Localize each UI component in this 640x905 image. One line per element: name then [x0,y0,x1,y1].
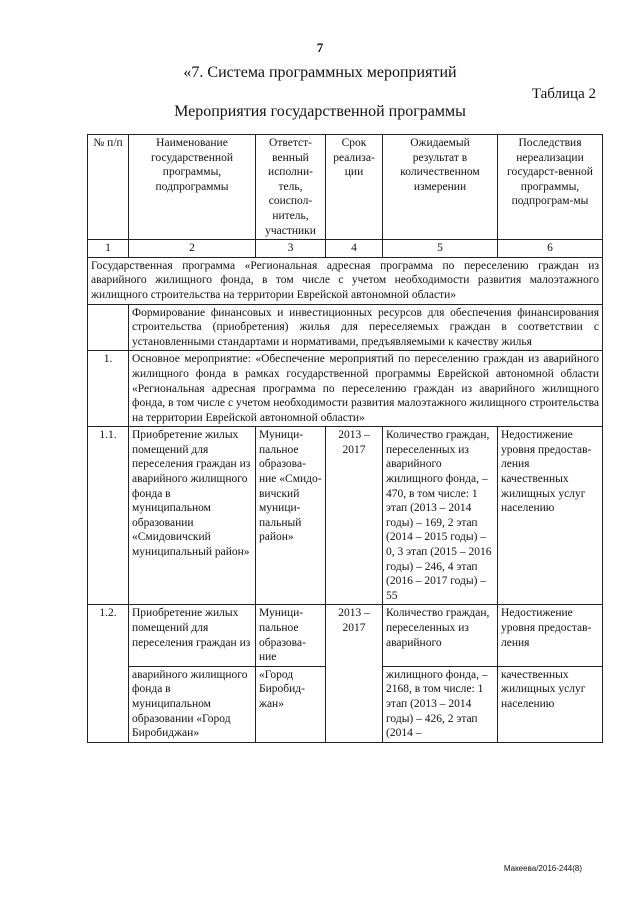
row-term: 2013 – 2017 [326,427,383,605]
column-number: 2 [129,240,256,258]
row-num: 1.2. [88,605,129,742]
footer-reference: Макеева/2016-244(8) [503,864,582,873]
header-result: Ожидаемый результат в количественном измерении [383,135,498,240]
row-name-continued: аварийного жилищного фонда в муниципальном образовании «Город Биробиджан» [129,666,256,742]
column-number: 1 [88,240,129,258]
table-title: Мероприятия государственной программы [174,103,466,120]
table-label: Таблица 2 [531,86,596,102]
main-event-text: Основное мероприятие: «Обеспечение мероприятий по переселению граждан из аварийного жилищного фонда в рамках государственной программы Еврейской автономной области «Региональная адресная программа по переселению граждан из аварийного жилищного фонда, в том числе с учетом необходимости развития малоэтажного жилищного строительства на территории Еврейской автономной области» [129,351,603,427]
row-result: Количество граждан, переселенных из аварийного [383,605,498,666]
column-number-row [88,240,603,258]
row-num: 1.1. [88,427,129,605]
row-consequence: Недостижение уровня предостав-ления [498,605,603,666]
table-row [88,427,603,605]
header-term: Срок реализа-ции [326,135,383,240]
goal-row [88,304,603,351]
section-title: «7. Система программных мероприятий [183,64,457,81]
column-number: 5 [383,240,498,258]
row-executor: Муници-пальное образова-ние «Смидо-вичский муници-пальный район» [256,427,326,605]
header-row [88,135,603,240]
row-executor-continued: «Город Биробид-жан» [256,666,326,742]
row-name: Приобретение жилых помещений для переселения граждан из аварийного жилищного фонда в муниципальном образовании «Смидовичский муниципальный район» [129,427,256,605]
row-result-continued: жилищного фонда, – 2168, в том числе: 1 этап (2013 – 2014 годы) – 426, 2 этап (2014 – [383,666,498,742]
empty-cell [88,304,129,351]
row-term: 2013 – 2017 [326,605,383,742]
row-executor: Муници-пальное образова-ние [256,605,326,666]
header-consequence: Последствия нереализации государст-венной программы, подпрограм-мы [498,135,603,240]
program-row [88,257,603,304]
events-table [87,134,603,743]
main-event-num: 1. [88,351,129,427]
goal-text: Формирование финансовых и инвестиционных ресурсов для обеспечения финансирования строительства (приобретения) жилья для переселяемых граждан в соответствии с установленными стандартами и нормативами, предъявляемыми к качеству жилья [129,304,603,351]
header-executor: Ответст-венный исполни-тель, соиспол-нитель, участники [256,135,326,240]
column-number: 3 [256,240,326,258]
main-event-row [88,351,603,427]
header-num: № п/п [88,135,129,240]
header-name: Наименование государственной программы, подпрограммы [129,135,256,240]
page-number: 7 [316,40,324,55]
table-row [88,605,603,666]
column-number: 4 [326,240,383,258]
row-name: Приобретение жилых помещений для переселения граждан из [129,605,256,666]
row-result: Количество граждан, переселенных из аварийного жилищного фонда, – 470, в том числе: 1 этап (2013 – 2014 годы) – 169, 2 этап (2014 – 2015 годы) – 0, 3 этап (2015 – 2016 годы) – 246, 4 этап (2016 – 2017 годы) – 55 [383,427,498,605]
row-consequence: Недостижение уровня предостав-ления качественных жилищных услуг населению [498,427,603,605]
program-text: Государственная программа «Региональная адресная программа по переселению граждан из аварийного жилищного фонда, в том числе с учетом необходимости развития малоэтажного жилищного строительства на территории Еврейской автономной области» [88,257,603,304]
column-number: 6 [498,240,603,258]
row-consequence-continued: качественных жилищных услуг населению [498,666,603,742]
